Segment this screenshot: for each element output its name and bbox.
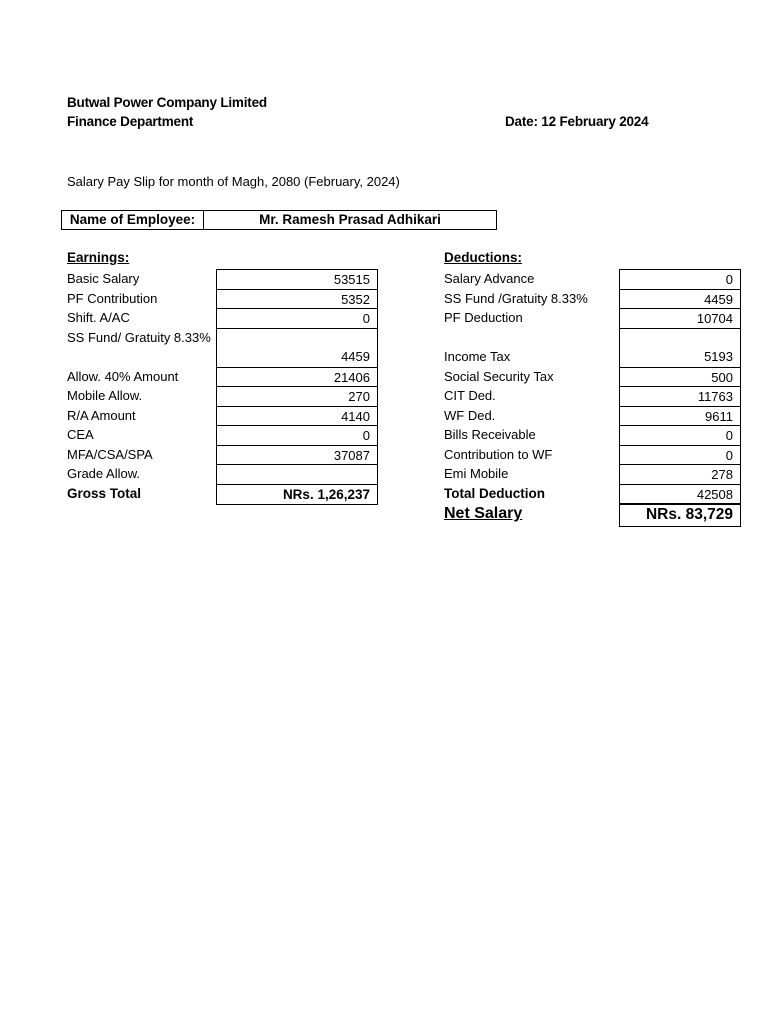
total-deduction-value: 42508 (696, 486, 733, 502)
earning-value: 5352 (217, 290, 377, 310)
net-salary-label: Net Salary (444, 505, 523, 522)
deduction-label: PF Deduction (444, 310, 523, 325)
deduction-label: SS Fund /Gratuity 8.33% (444, 290, 588, 306)
earning-value: 4140 (217, 407, 377, 427)
department-name: Finance Department (67, 114, 194, 129)
company-name: Butwal Power Company Limited (67, 95, 267, 110)
employee-name-box (61, 210, 497, 230)
earning-label: Basic Salary (67, 271, 140, 286)
deduction-label: CIT Ded. (444, 388, 496, 403)
deduction-label: Salary Advance (444, 271, 535, 286)
deduction-value: 500 (620, 368, 740, 388)
earning-value: 4459 (217, 329, 377, 368)
deduction-value: 278 (620, 465, 740, 485)
deduction-label: Bills Receivable (444, 427, 536, 442)
earning-value: 0 (217, 426, 377, 446)
slip-title: Salary Pay Slip for month of Magh, 2080 (February, 2024) (67, 174, 400, 189)
employee-name-value: Mr. Ramesh Prasad Adhikari (259, 212, 441, 227)
earnings-values-table (216, 269, 378, 505)
earning-label: MFA/CSA/SPA (67, 446, 153, 462)
earnings-labels (67, 269, 215, 503)
earning-value: 0 (217, 309, 377, 329)
earning-value: 53515 (217, 270, 377, 290)
employee-name-label: Name of Employee: (62, 211, 204, 229)
earning-value: 37087 (217, 446, 377, 466)
earning-value (217, 465, 377, 485)
gross-total-value: NRs. 1,26,237 (282, 486, 370, 502)
earning-label: Allow. 40% Amount (67, 368, 179, 384)
deduction-label: Income Tax (444, 348, 511, 364)
earning-label: PF Contribution (67, 290, 158, 306)
earning-label: CEA (67, 427, 94, 442)
slip-date: Date: 12 February 2024 (505, 114, 649, 129)
total-deduction-label: Total Deduction (444, 485, 545, 501)
deduction-label: Social Security Tax (444, 368, 554, 384)
deduction-value: 0 (620, 270, 740, 290)
deduction-label: WF Ded. (444, 407, 496, 423)
deductions-heading: Deductions: (444, 250, 523, 265)
deduction-value: 9611 (620, 407, 740, 427)
net-salary-value: NRs. 83,729 (619, 503, 741, 527)
earning-label: Grade Allow. (67, 466, 140, 481)
earnings-heading: Earnings: (67, 250, 130, 265)
deduction-value: 11763 (620, 387, 740, 407)
earning-label: R/A Amount (67, 407, 136, 423)
deduction-value: 0 (620, 426, 740, 446)
earning-label: Mobile Allow. (67, 388, 143, 403)
deduction-value: 5193 (620, 329, 740, 368)
deduction-value: 10704 (620, 309, 740, 329)
deductions-labels (444, 269, 619, 503)
deduction-label: Emi Mobile (444, 466, 509, 481)
deductions-values-table (619, 269, 741, 505)
deduction-label: Contribution to WF (444, 446, 553, 462)
deduction-value: 4459 (620, 290, 740, 310)
earning-value: 21406 (217, 368, 377, 388)
deduction-value: 0 (620, 446, 740, 466)
earning-label: Shift. A/AC (67, 310, 130, 325)
earning-label: SS Fund/ Gratuity 8.33% (67, 329, 211, 345)
gross-total-label: Gross Total (67, 485, 142, 501)
earning-value: 270 (217, 387, 377, 407)
